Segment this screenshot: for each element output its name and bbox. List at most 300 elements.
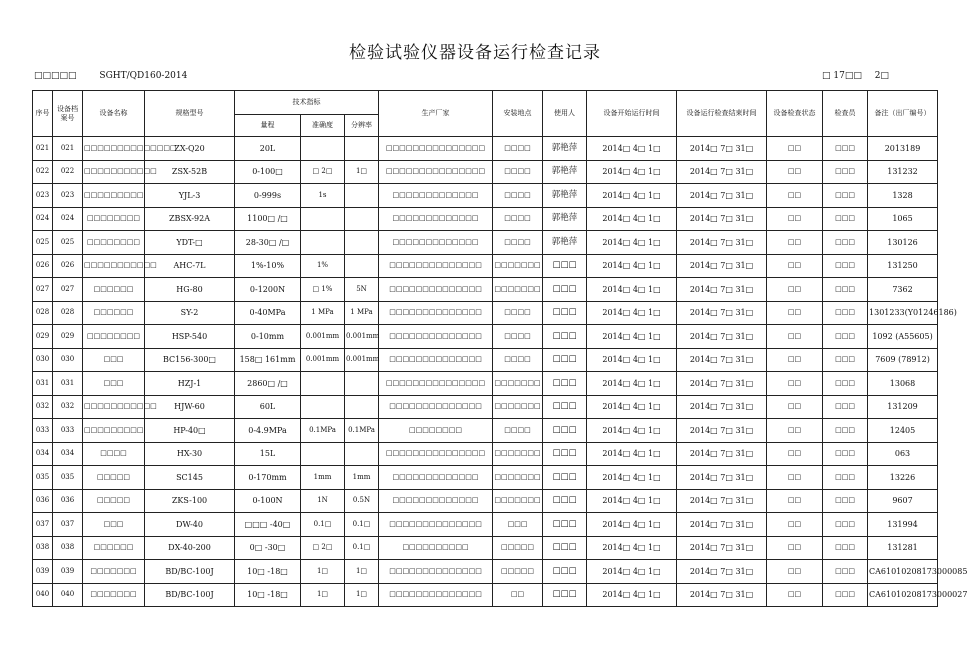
cell-maker: □□□□□□□□□□□□□ bbox=[379, 184, 493, 208]
cell-remark: 2013189 bbox=[868, 137, 938, 161]
cell-archive: 022 bbox=[53, 160, 83, 184]
cell-model: HP-40□ bbox=[145, 419, 235, 443]
cell-end: 2014□ 7□ 31□ bbox=[677, 372, 767, 396]
cell-archive: 040 bbox=[53, 583, 83, 607]
cell-user: 郭艳萍 bbox=[543, 184, 587, 208]
cell-seq: 025 bbox=[33, 231, 53, 255]
cell-status: □□ bbox=[767, 348, 823, 372]
cell-status: □□ bbox=[767, 207, 823, 231]
cell-accuracy bbox=[301, 207, 345, 231]
cell-end: 2014□ 7□ 31□ bbox=[677, 160, 767, 184]
header-resolution: 分辨率 bbox=[345, 115, 379, 137]
cell-inspector: □□□ bbox=[823, 372, 868, 396]
cell-name: □□□□□□□□ bbox=[83, 325, 145, 349]
cell-status: □□ bbox=[767, 184, 823, 208]
cell-resolution bbox=[345, 137, 379, 161]
table-row bbox=[33, 583, 938, 607]
cell-seq: 022 bbox=[33, 160, 53, 184]
cell-inspector: □□□ bbox=[823, 489, 868, 513]
header-end: 设备运行检查结束时间 bbox=[677, 91, 767, 137]
table-row bbox=[33, 395, 938, 419]
cell-range: 158□ 161mm bbox=[235, 348, 301, 372]
cell-user: □□□ bbox=[543, 419, 587, 443]
header-remark: 备注（出厂编号） bbox=[868, 91, 938, 137]
cell-seq: 024 bbox=[33, 207, 53, 231]
cell-location: □□□□ bbox=[493, 301, 543, 325]
cell-location: □□□□□ bbox=[493, 536, 543, 560]
cell-user: □□□ bbox=[543, 489, 587, 513]
cell-seq: 039 bbox=[33, 560, 53, 584]
cell-accuracy: 1□ bbox=[301, 583, 345, 607]
cell-name: □□□□□□□□□ bbox=[83, 419, 145, 443]
page-indicator bbox=[822, 71, 899, 81]
table-row bbox=[33, 325, 938, 349]
cell-model: HG-80 bbox=[145, 278, 235, 302]
table-row bbox=[33, 301, 938, 325]
cell-name: □□□□□□□□□□□ bbox=[83, 395, 145, 419]
cell-maker: □□□□□□□□ bbox=[379, 419, 493, 443]
cell-maker: □□□□□□□□□□□□□ bbox=[379, 231, 493, 255]
cell-start: 2014□ 4□ 1□ bbox=[587, 513, 677, 537]
cell-name: □□□ bbox=[83, 513, 145, 537]
cell-accuracy: □ 1% bbox=[301, 278, 345, 302]
cell-model: HX-30 bbox=[145, 442, 235, 466]
cell-end: 2014□ 7□ 31□ bbox=[677, 231, 767, 255]
cell-resolution: 0.001mm bbox=[345, 325, 379, 349]
cell-inspector: □□□ bbox=[823, 254, 868, 278]
cell-model: HZJ-1 bbox=[145, 372, 235, 396]
cell-remark: 13068 bbox=[868, 372, 938, 396]
cell-location: □□□□ bbox=[493, 348, 543, 372]
cell-archive: 029 bbox=[53, 325, 83, 349]
cell-model: AHC-7L bbox=[145, 254, 235, 278]
cell-maker: □□□□□□□□□□□□□□□ bbox=[379, 372, 493, 396]
cell-range: 0-10mm bbox=[235, 325, 301, 349]
cell-archive: 030 bbox=[53, 348, 83, 372]
cell-end: 2014□ 7□ 31□ bbox=[677, 513, 767, 537]
cell-name: □□□□□□□□□ bbox=[83, 184, 145, 208]
cell-resolution: 0.1□ bbox=[345, 536, 379, 560]
cell-seq: 027 bbox=[33, 278, 53, 302]
cell-model: DX-40-200 bbox=[145, 536, 235, 560]
cell-seq: 037 bbox=[33, 513, 53, 537]
cell-remark: 1065 bbox=[868, 207, 938, 231]
cell-resolution: 1mm bbox=[345, 466, 379, 490]
cell-location: □□ bbox=[493, 583, 543, 607]
cell-accuracy: 1s bbox=[301, 184, 345, 208]
cell-inspector: □□□ bbox=[823, 325, 868, 349]
table-row bbox=[33, 442, 938, 466]
cell-location: □□□□□□□ bbox=[493, 442, 543, 466]
cell-accuracy bbox=[301, 442, 345, 466]
cell-end: 2014□ 7□ 31□ bbox=[677, 301, 767, 325]
cell-resolution: 1□ bbox=[345, 560, 379, 584]
cell-end: 2014□ 7□ 31□ bbox=[677, 395, 767, 419]
cell-maker: □□□□□□□□□□□□□ bbox=[379, 466, 493, 490]
cell-user: □□□ bbox=[543, 442, 587, 466]
table-row bbox=[33, 536, 938, 560]
cell-end: 2014□ 7□ 31□ bbox=[677, 137, 767, 161]
cell-user: □□□ bbox=[543, 466, 587, 490]
cell-start: 2014□ 4□ 1□ bbox=[587, 583, 677, 607]
cell-resolution bbox=[345, 372, 379, 396]
cell-model: HJW-60 bbox=[145, 395, 235, 419]
cell-user: □□□ bbox=[543, 583, 587, 607]
cell-name: □□□□□□□□□□□ bbox=[83, 160, 145, 184]
cell-model: BC156-300□ bbox=[145, 348, 235, 372]
cell-remark: 131250 bbox=[868, 254, 938, 278]
cell-accuracy: 0.001mm bbox=[301, 348, 345, 372]
header-name: 设备名称 bbox=[83, 91, 145, 137]
cell-status: □□ bbox=[767, 372, 823, 396]
cell-range: 0-170mm bbox=[235, 466, 301, 490]
cell-inspector: □□□ bbox=[823, 231, 868, 255]
cell-end: 2014□ 7□ 31□ bbox=[677, 466, 767, 490]
cell-name: □□□□□□□□□□□ bbox=[83, 254, 145, 278]
cell-accuracy: 1□ bbox=[301, 560, 345, 584]
cell-model: BD/BC-100J bbox=[145, 560, 235, 584]
cell-maker: □□□□□□□□□□□□□□□ bbox=[379, 442, 493, 466]
cell-model: SC145 bbox=[145, 466, 235, 490]
table-row bbox=[33, 184, 938, 208]
cell-end: 2014□ 7□ 31□ bbox=[677, 489, 767, 513]
cell-start: 2014□ 4□ 1□ bbox=[587, 254, 677, 278]
cell-seq: 036 bbox=[33, 489, 53, 513]
cell-archive: 027 bbox=[53, 278, 83, 302]
cell-resolution bbox=[345, 231, 379, 255]
cell-start: 2014□ 4□ 1□ bbox=[587, 560, 677, 584]
cell-name: □□□□□□□□ bbox=[83, 207, 145, 231]
cell-location: □□□□ bbox=[493, 137, 543, 161]
cell-maker: □□□□□□□□□□□□□□ bbox=[379, 395, 493, 419]
cell-seq: 030 bbox=[33, 348, 53, 372]
cell-name: □□□□□□□□□□□□□□ bbox=[83, 137, 145, 161]
cell-maker: □□□□□□□□□□□□□□ bbox=[379, 348, 493, 372]
cell-resolution: 1□ bbox=[345, 160, 379, 184]
cell-status: □□ bbox=[767, 160, 823, 184]
header-archive: 设备档案号 bbox=[53, 91, 83, 137]
cell-maker: □□□□□□□□□□□□□□ bbox=[379, 254, 493, 278]
cell-start: 2014□ 4□ 1□ bbox=[587, 278, 677, 302]
cell-archive: 028 bbox=[53, 301, 83, 325]
cell-remark: 12405 bbox=[868, 419, 938, 443]
cell-end: 2014□ 7□ 31□ bbox=[677, 419, 767, 443]
cell-user: □□□ bbox=[543, 254, 587, 278]
header-start: 设备开始运行时间 bbox=[587, 91, 677, 137]
cell-accuracy: 1N bbox=[301, 489, 345, 513]
cell-start: 2014□ 4□ 1□ bbox=[587, 184, 677, 208]
cell-end: 2014□ 7□ 31□ bbox=[677, 583, 767, 607]
cell-model: DW-40 bbox=[145, 513, 235, 537]
cell-resolution: 0.001mm bbox=[345, 348, 379, 372]
cell-start: 2014□ 4□ 1□ bbox=[587, 137, 677, 161]
cell-resolution: 0.5N bbox=[345, 489, 379, 513]
cell-end: 2014□ 7□ 31□ bbox=[677, 184, 767, 208]
cell-inspector: □□□ bbox=[823, 207, 868, 231]
table-row bbox=[33, 160, 938, 184]
cell-resolution bbox=[345, 442, 379, 466]
table-row bbox=[33, 489, 938, 513]
cell-range: 28-30□ /□ bbox=[235, 231, 301, 255]
cell-start: 2014□ 4□ 1□ bbox=[587, 325, 677, 349]
cell-remark: CA61010208173000085 bbox=[868, 560, 938, 584]
cell-start: 2014□ 4□ 1□ bbox=[587, 395, 677, 419]
cell-location: □□□□ bbox=[493, 231, 543, 255]
header-accuracy: 准确度 bbox=[301, 115, 345, 137]
cell-location: □□□□□□□ bbox=[493, 466, 543, 490]
cell-user: □□□ bbox=[543, 348, 587, 372]
cell-status: □□ bbox=[767, 466, 823, 490]
cell-archive: 023 bbox=[53, 184, 83, 208]
cell-seq: 032 bbox=[33, 395, 53, 419]
cell-range: 0-100□ bbox=[235, 160, 301, 184]
cell-status: □□ bbox=[767, 325, 823, 349]
cell-remark: 131281 bbox=[868, 536, 938, 560]
cell-range: 0□ -30□ bbox=[235, 536, 301, 560]
cell-location: □□□□□□□ bbox=[493, 254, 543, 278]
cell-remark: 7362 bbox=[868, 278, 938, 302]
table-row bbox=[33, 278, 938, 302]
table-row bbox=[33, 419, 938, 443]
cell-maker: □□□□□□□□□□□□□ bbox=[379, 489, 493, 513]
cell-remark: CA61010208173000027 bbox=[868, 583, 938, 607]
cell-end: 2014□ 7□ 31□ bbox=[677, 560, 767, 584]
cell-remark: 131994 bbox=[868, 513, 938, 537]
cell-archive: 033 bbox=[53, 419, 83, 443]
cell-archive: 038 bbox=[53, 536, 83, 560]
cell-location: □□□□□□□ bbox=[493, 395, 543, 419]
cell-inspector: □□□ bbox=[823, 278, 868, 302]
cell-name: □□□□□□□ bbox=[83, 583, 145, 607]
cell-remark: 130126 bbox=[868, 231, 938, 255]
cell-range: 0-999s bbox=[235, 184, 301, 208]
cell-name: □□□□ bbox=[83, 442, 145, 466]
cell-inspector: □□□ bbox=[823, 301, 868, 325]
cell-inspector: □□□ bbox=[823, 560, 868, 584]
cell-start: 2014□ 4□ 1□ bbox=[587, 489, 677, 513]
cell-range: 0-100N bbox=[235, 489, 301, 513]
cell-name: □□□□□□ bbox=[83, 536, 145, 560]
cell-seq: 021 bbox=[33, 137, 53, 161]
cell-location: □□□□□□□ bbox=[493, 489, 543, 513]
cell-status: □□ bbox=[767, 560, 823, 584]
cell-start: 2014□ 4□ 1□ bbox=[587, 372, 677, 396]
cell-name: □□□ bbox=[83, 348, 145, 372]
cell-maker: □□□□□□□□□□□□□□ bbox=[379, 583, 493, 607]
cell-resolution bbox=[345, 254, 379, 278]
cell-user: 郭艳萍 bbox=[543, 137, 587, 161]
cell-status: □□ bbox=[767, 489, 823, 513]
table-row bbox=[33, 207, 938, 231]
cell-location: □□□□□□□ bbox=[493, 372, 543, 396]
cell-status: □□ bbox=[767, 536, 823, 560]
cell-accuracy bbox=[301, 395, 345, 419]
cell-archive: 024 bbox=[53, 207, 83, 231]
cell-model: ZKS-100 bbox=[145, 489, 235, 513]
header-inspector: 检查员 bbox=[823, 91, 868, 137]
cell-inspector: □□□ bbox=[823, 395, 868, 419]
cell-archive: 032 bbox=[53, 395, 83, 419]
cell-model: BD/BC-100J bbox=[145, 583, 235, 607]
cell-location: □□□ bbox=[493, 513, 543, 537]
cell-name: □□□□□ bbox=[83, 466, 145, 490]
cell-model: ZX-Q20 bbox=[145, 137, 235, 161]
page-total-label: □ 17□□ bbox=[822, 71, 862, 81]
cell-inspector: □□□ bbox=[823, 442, 868, 466]
cell-archive: 039 bbox=[53, 560, 83, 584]
cell-start: 2014□ 4□ 1□ bbox=[587, 536, 677, 560]
cell-remark: 131209 bbox=[868, 395, 938, 419]
cell-seq: 033 bbox=[33, 419, 53, 443]
cell-name: □□□□□□ bbox=[83, 301, 145, 325]
cell-inspector: □□□ bbox=[823, 137, 868, 161]
cell-archive: 037 bbox=[53, 513, 83, 537]
cell-range: □□□ -40□ bbox=[235, 513, 301, 537]
cell-remark: 9607 bbox=[868, 489, 938, 513]
cell-user: □□□ bbox=[543, 560, 587, 584]
cell-inspector: □□□ bbox=[823, 160, 868, 184]
page-number: 2□ bbox=[874, 71, 889, 81]
cell-range: 10□ -18□ bbox=[235, 583, 301, 607]
cell-maker: □□□□□□□□□□□□□□ bbox=[379, 513, 493, 537]
cell-accuracy: □ 2□ bbox=[301, 160, 345, 184]
cell-inspector: □□□ bbox=[823, 184, 868, 208]
cell-user: □□□ bbox=[543, 325, 587, 349]
cell-start: 2014□ 4□ 1□ bbox=[587, 348, 677, 372]
cell-user: 郭艳萍 bbox=[543, 160, 587, 184]
cell-inspector: □□□ bbox=[823, 513, 868, 537]
cell-seq: 028 bbox=[33, 301, 53, 325]
cell-name: □□□□□□□□ bbox=[83, 231, 145, 255]
cell-location: □□□□ bbox=[493, 184, 543, 208]
table-row bbox=[33, 372, 938, 396]
table-row bbox=[33, 254, 938, 278]
cell-location: □□□□□ bbox=[493, 560, 543, 584]
cell-accuracy bbox=[301, 137, 345, 161]
cell-resolution: 1□ bbox=[345, 583, 379, 607]
cell-resolution: 5N bbox=[345, 278, 379, 302]
cell-status: □□ bbox=[767, 442, 823, 466]
cell-end: 2014□ 7□ 31□ bbox=[677, 325, 767, 349]
cell-range: 1%-10% bbox=[235, 254, 301, 278]
cell-user: 郭艳萍 bbox=[543, 207, 587, 231]
cell-start: 2014□ 4□ 1□ bbox=[587, 419, 677, 443]
table-row bbox=[33, 560, 938, 584]
table-row bbox=[33, 137, 938, 161]
table-row bbox=[33, 231, 938, 255]
cell-maker: □□□□□□□□□□□□□□ bbox=[379, 560, 493, 584]
cell-start: 2014□ 4□ 1□ bbox=[587, 160, 677, 184]
form-label: □□□□□ bbox=[34, 71, 77, 81]
cell-archive: 026 bbox=[53, 254, 83, 278]
cell-location: □□□□ bbox=[493, 160, 543, 184]
cell-range: 0-4.9MPa bbox=[235, 419, 301, 443]
table-row bbox=[33, 466, 938, 490]
cell-maker: □□□□□□□□□□□□□ bbox=[379, 207, 493, 231]
cell-user: □□□ bbox=[543, 301, 587, 325]
table-row bbox=[33, 348, 938, 372]
header-location: 安装地点 bbox=[493, 91, 543, 137]
cell-remark: 063 bbox=[868, 442, 938, 466]
page-title: 检验试验仪器设备运行检查记录 bbox=[349, 43, 601, 63]
cell-inspector: □□□ bbox=[823, 419, 868, 443]
cell-accuracy bbox=[301, 372, 345, 396]
cell-end: 2014□ 7□ 31□ bbox=[677, 278, 767, 302]
cell-accuracy: 1mm bbox=[301, 466, 345, 490]
cell-model: ZSX-52B bbox=[145, 160, 235, 184]
cell-location: □□□□ bbox=[493, 419, 543, 443]
cell-accuracy bbox=[301, 231, 345, 255]
cell-maker: □□□□□□□□□□□□□□□ bbox=[379, 137, 493, 161]
cell-seq: 026 bbox=[33, 254, 53, 278]
cell-inspector: □□□ bbox=[823, 536, 868, 560]
cell-model: YJL-3 bbox=[145, 184, 235, 208]
cell-range: 0-40MPa bbox=[235, 301, 301, 325]
cell-seq: 040 bbox=[33, 583, 53, 607]
cell-start: 2014□ 4□ 1□ bbox=[587, 301, 677, 325]
cell-user: □□□ bbox=[543, 395, 587, 419]
cell-name: □□□□□ bbox=[83, 489, 145, 513]
header-user: 使用人 bbox=[543, 91, 587, 137]
table-row bbox=[33, 513, 938, 537]
cell-accuracy: 0.001mm bbox=[301, 325, 345, 349]
cell-seq: 023 bbox=[33, 184, 53, 208]
cell-status: □□ bbox=[767, 231, 823, 255]
cell-range: 2860□ /□ bbox=[235, 372, 301, 396]
cell-status: □□ bbox=[767, 301, 823, 325]
cell-remark: 1301233(Y01246186) bbox=[868, 301, 938, 325]
cell-start: 2014□ 4□ 1□ bbox=[587, 466, 677, 490]
cell-resolution: 0.1□ bbox=[345, 513, 379, 537]
cell-archive: 034 bbox=[53, 442, 83, 466]
header-tech: 技术指标 bbox=[235, 91, 379, 115]
cell-remark: 7609 (78912) bbox=[868, 348, 938, 372]
cell-model: YDT-□ bbox=[145, 231, 235, 255]
cell-resolution: 0.1MPa bbox=[345, 419, 379, 443]
cell-range: 20L bbox=[235, 137, 301, 161]
cell-accuracy: 1 MPa bbox=[301, 301, 345, 325]
cell-archive: 036 bbox=[53, 489, 83, 513]
cell-seq: 035 bbox=[33, 466, 53, 490]
cell-remark: 131232 bbox=[868, 160, 938, 184]
cell-start: 2014□ 4□ 1□ bbox=[587, 442, 677, 466]
cell-range: 0-1200N bbox=[235, 278, 301, 302]
cell-status: □□ bbox=[767, 583, 823, 607]
header-range: 量程 bbox=[235, 115, 301, 137]
form-code-line bbox=[34, 71, 207, 81]
cell-seq: 038 bbox=[33, 536, 53, 560]
cell-name: □□□□□□ bbox=[83, 278, 145, 302]
cell-model: ZBSX-92A bbox=[145, 207, 235, 231]
cell-resolution: 1 MPa bbox=[345, 301, 379, 325]
cell-remark: 1092 (A55605) bbox=[868, 325, 938, 349]
cell-model: HSP-540 bbox=[145, 325, 235, 349]
cell-status: □□ bbox=[767, 254, 823, 278]
cell-accuracy: 1% bbox=[301, 254, 345, 278]
cell-end: 2014□ 7□ 31□ bbox=[677, 207, 767, 231]
cell-end: 2014□ 7□ 31□ bbox=[677, 254, 767, 278]
header-model: 规格型号 bbox=[145, 91, 235, 137]
cell-status: □□ bbox=[767, 513, 823, 537]
cell-maker: □□□□□□□□□□□□□□□ bbox=[379, 160, 493, 184]
cell-name: □□□□□□□ bbox=[83, 560, 145, 584]
cell-seq: 031 bbox=[33, 372, 53, 396]
cell-location: □□□□ bbox=[493, 325, 543, 349]
cell-start: 2014□ 4□ 1□ bbox=[587, 231, 677, 255]
cell-range: 1100□ /□ bbox=[235, 207, 301, 231]
cell-maker: □□□□□□□□□□□□□□ bbox=[379, 301, 493, 325]
header-seq: 序号 bbox=[33, 91, 53, 137]
